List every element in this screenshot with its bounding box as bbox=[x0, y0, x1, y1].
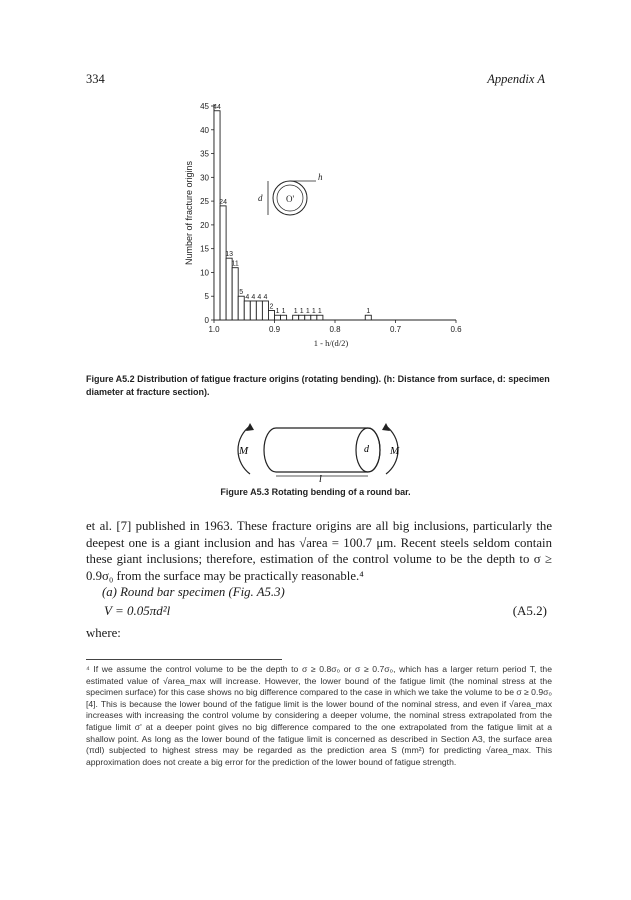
histogram-bar bbox=[214, 111, 220, 320]
y-tick-label: 35 bbox=[200, 149, 209, 159]
x-tick-label: 0.6 bbox=[450, 325, 462, 334]
moment-label-left: M bbox=[239, 445, 249, 457]
y-tick-label: 10 bbox=[200, 268, 209, 278]
histogram-bar bbox=[275, 315, 281, 320]
histogram-bar bbox=[299, 315, 305, 320]
histogram-bar bbox=[281, 315, 287, 320]
bar-value-label: 24 bbox=[219, 198, 227, 206]
equation-number: (A5.2) bbox=[512, 603, 547, 618]
length-label: l bbox=[319, 474, 322, 484]
bar-value-label: 1 bbox=[311, 308, 316, 316]
rotating-bar-diagram bbox=[228, 418, 408, 484]
histogram-bar bbox=[365, 315, 371, 320]
histogram-chart bbox=[180, 98, 480, 360]
histogram-bar bbox=[244, 301, 250, 320]
bar-value-label: 1 bbox=[305, 308, 310, 316]
histogram-bar bbox=[311, 315, 317, 320]
y-tick-label: 45 bbox=[200, 102, 209, 111]
x-tick-label: 1.0 bbox=[208, 325, 220, 334]
x-tick-label: 0.7 bbox=[389, 325, 402, 334]
bar-value-label: 1 bbox=[275, 308, 280, 316]
bar-value-label: 4 bbox=[245, 293, 250, 301]
bar-value-label: 1 bbox=[317, 308, 322, 316]
footnote-4: ⁴ If we assume the control volume to be the depth to σ ≥ 0.8σ₀ or σ ≥ 0.7σ₀, which has a larger return period T, the estimated value of √area_max will increase. However, the lower bound of the fatigue limit (the nominal stress at the specimen surface) for this case shows no big difference compared to the case in which we take the volume to be σ ≥ 0.9σ₀ [4]. This is because the lower bound of the fatigue limit is the lower bound of the nominal stress, and even if √area_max increases with increasing the control volume by considering a deeper volume, the nominal stress extrapolated from the fatigue limit σ' at a deeper point gives no big difference compared to the one extrapolated from the fatigue limit at a shallow point. As long as the lower bound of the fatigue limit is concerned as described in Section A3, the surface area (πdl) subjected to highest stress may be regarded as the prediction area S (mm²) for predicting √area_max. This approximation does not create a big error for the prediction of the lower bound of fatigue strength. bbox=[86, 664, 552, 767]
inset-d-label: d bbox=[258, 193, 263, 203]
figure-a52-caption bbox=[86, 373, 556, 399]
bar-value-label: 1 bbox=[293, 308, 298, 316]
x-tick-label: 0.9 bbox=[268, 325, 281, 334]
moment-label-right: M bbox=[390, 445, 400, 457]
histogram-bar bbox=[220, 206, 226, 320]
inset-h-label: h bbox=[318, 172, 323, 182]
bar-body bbox=[264, 428, 380, 472]
y-axis-label: Number of fracture origins bbox=[184, 160, 194, 266]
y-tick-label: 0 bbox=[204, 316, 209, 325]
figure-a52-caption-text: Figure A5.2 Distribution of fatigue fracture origins (rotating bending). (h: Distance from surface, d: specimen diameter at fracture section). bbox=[86, 374, 550, 397]
inset-origin-label: O' bbox=[286, 194, 295, 204]
histogram-bar bbox=[232, 268, 238, 320]
histogram-bar bbox=[250, 301, 256, 320]
bar-value-label: 1 bbox=[299, 308, 304, 316]
bar-value-label: 2 bbox=[269, 303, 274, 311]
figure-a53-caption bbox=[0, 486, 631, 499]
moment-arrowhead-right bbox=[382, 423, 390, 431]
bar-value-label: 44 bbox=[213, 103, 221, 111]
footnote-rule bbox=[86, 659, 282, 660]
histogram-bar bbox=[305, 315, 311, 320]
equation: V = 0.05πd²l bbox=[104, 603, 171, 618]
running-title: Appendix A bbox=[487, 72, 545, 86]
y-tick-label: 15 bbox=[200, 244, 209, 254]
subheading-round-bar: (a) Round bar specimen (Fig. A5.3) bbox=[102, 585, 285, 599]
histogram-bar bbox=[262, 301, 268, 320]
page-number: 334 bbox=[86, 72, 105, 86]
bar-value-label: 11 bbox=[231, 260, 239, 268]
y-tick-label: 30 bbox=[200, 173, 209, 183]
diameter-label: d bbox=[364, 444, 369, 455]
bar-value-label: 4 bbox=[257, 293, 262, 301]
where-label: where: bbox=[86, 626, 121, 640]
moment-arrowhead-left bbox=[246, 423, 254, 431]
histogram-bar bbox=[256, 301, 262, 320]
figure-a53-caption-text: Figure A5.3 Rotating bending of a round bar. bbox=[220, 487, 411, 497]
bar-value-label: 1 bbox=[281, 308, 286, 316]
x-axis-label: 1 - h/(d/2) bbox=[313, 338, 349, 348]
bar-value-label: 4 bbox=[263, 293, 268, 301]
bar-value-label: 5 bbox=[239, 289, 244, 297]
bar-value-label: 1 bbox=[366, 308, 371, 316]
bar-value-label: 13 bbox=[225, 251, 234, 259]
histogram-bar bbox=[317, 315, 323, 320]
y-tick-label: 40 bbox=[200, 125, 209, 135]
histogram-bar bbox=[238, 296, 244, 320]
y-tick-label: 20 bbox=[200, 220, 209, 230]
y-tick-label: 25 bbox=[200, 197, 209, 207]
histogram-bar bbox=[293, 315, 299, 320]
body-paragraph: et al. [7] published in 1963. These fracture origins are all big inclusions, particularly the deepest one is a giant inclusion and has √area = 100.7 μm. Recent steels seldom contain these giant inclusions; therefore, estimation of the control volume to be the depth to σ ≥ 0.9σ₀ from the surface may be practically reasonable.⁴ bbox=[86, 519, 552, 583]
x-tick-label: 0.8 bbox=[329, 325, 341, 334]
y-tick-label: 5 bbox=[204, 292, 209, 302]
bar-value-label: 4 bbox=[251, 293, 256, 301]
histogram-bar bbox=[268, 310, 274, 320]
